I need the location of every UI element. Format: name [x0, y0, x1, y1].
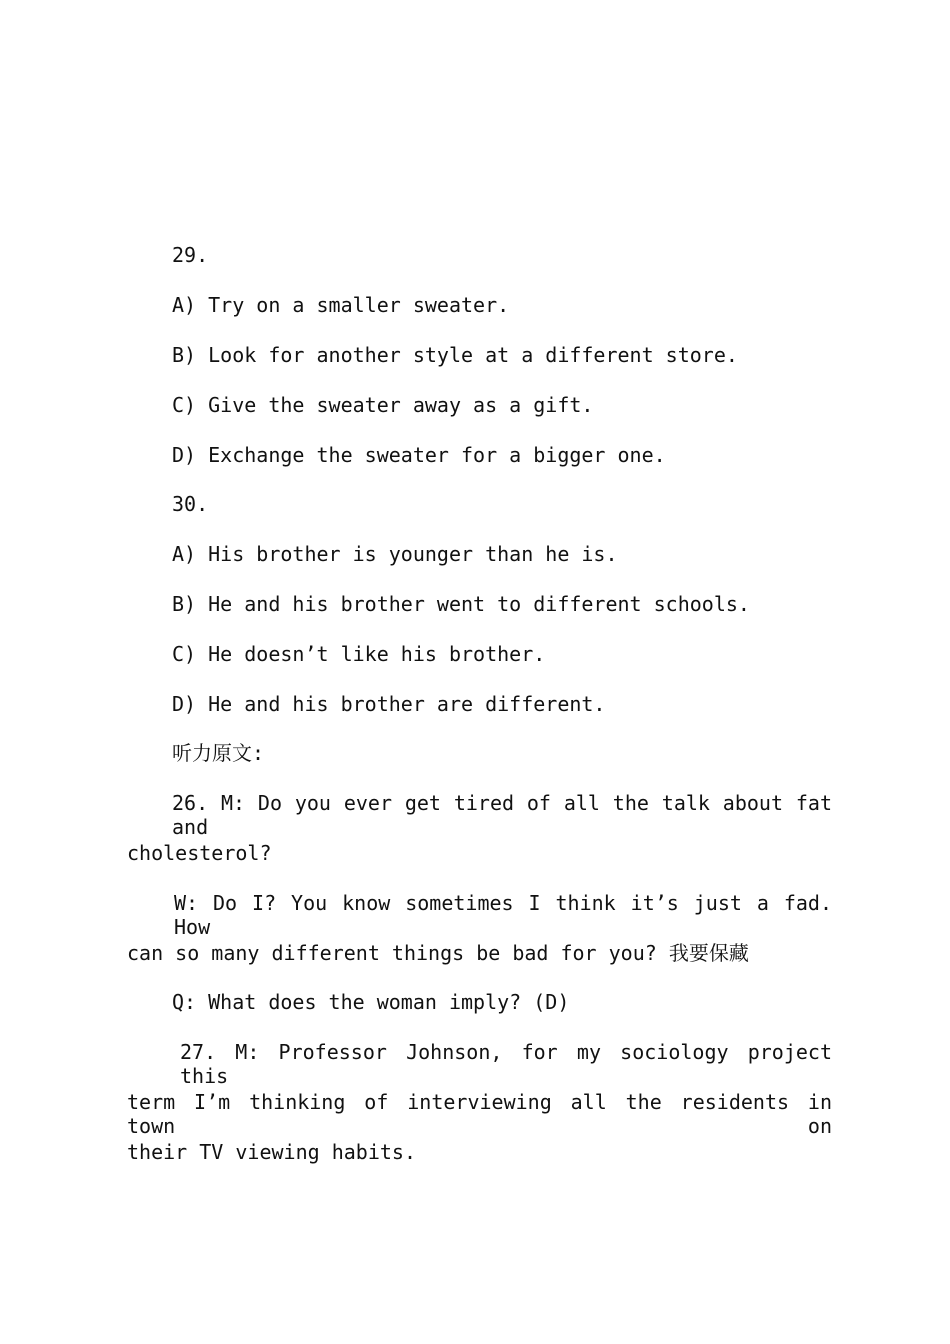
transcript-26-question: Q: What does the woman imply? (D): [172, 990, 570, 1014]
question-29-option-a: A) Try on a smaller sweater.: [172, 293, 510, 317]
transcript-27-line-3: their TV viewing habits.: [127, 1140, 416, 1164]
transcript-26-line-2: cholesterol?: [127, 841, 272, 865]
transcript-27-line-2: term I’m thinking of interviewing all the residents in town on: [127, 1090, 832, 1138]
transcript-27-line-1: 27. M: Professor Johnson, for my sociology project this: [180, 1040, 832, 1088]
question-30-option-a: A) His brother is younger than he is.: [172, 542, 618, 566]
question-30-option-d: D) He and his brother are different.: [172, 692, 606, 716]
question-30-option-c: C) He doesn’t like his brother.: [172, 642, 546, 666]
transcript-heading: 听力原文:: [172, 741, 265, 765]
question-29-number: 29.: [172, 243, 209, 267]
transcript-26-line-1: 26. M: Do you ever get tired of all the talk about fat and: [172, 791, 832, 839]
question-29-option-d: D) Exchange the sweater for a bigger one.: [172, 443, 666, 467]
transcript-26-woman-line-2: can so many different things be bad for you? 我要保藏: [127, 941, 749, 965]
transcript-26-woman-line-1: W: Do I? You know sometimes I think it’s just a fad. How: [174, 891, 832, 939]
question-30-number: 30.: [172, 492, 209, 516]
question-29-option-b: B) Look for another style at a different store.: [172, 343, 738, 367]
question-29-option-c: C) Give the sweater away as a gift.: [172, 393, 594, 417]
question-30-option-b: B) He and his brother went to different schools.: [172, 592, 750, 616]
